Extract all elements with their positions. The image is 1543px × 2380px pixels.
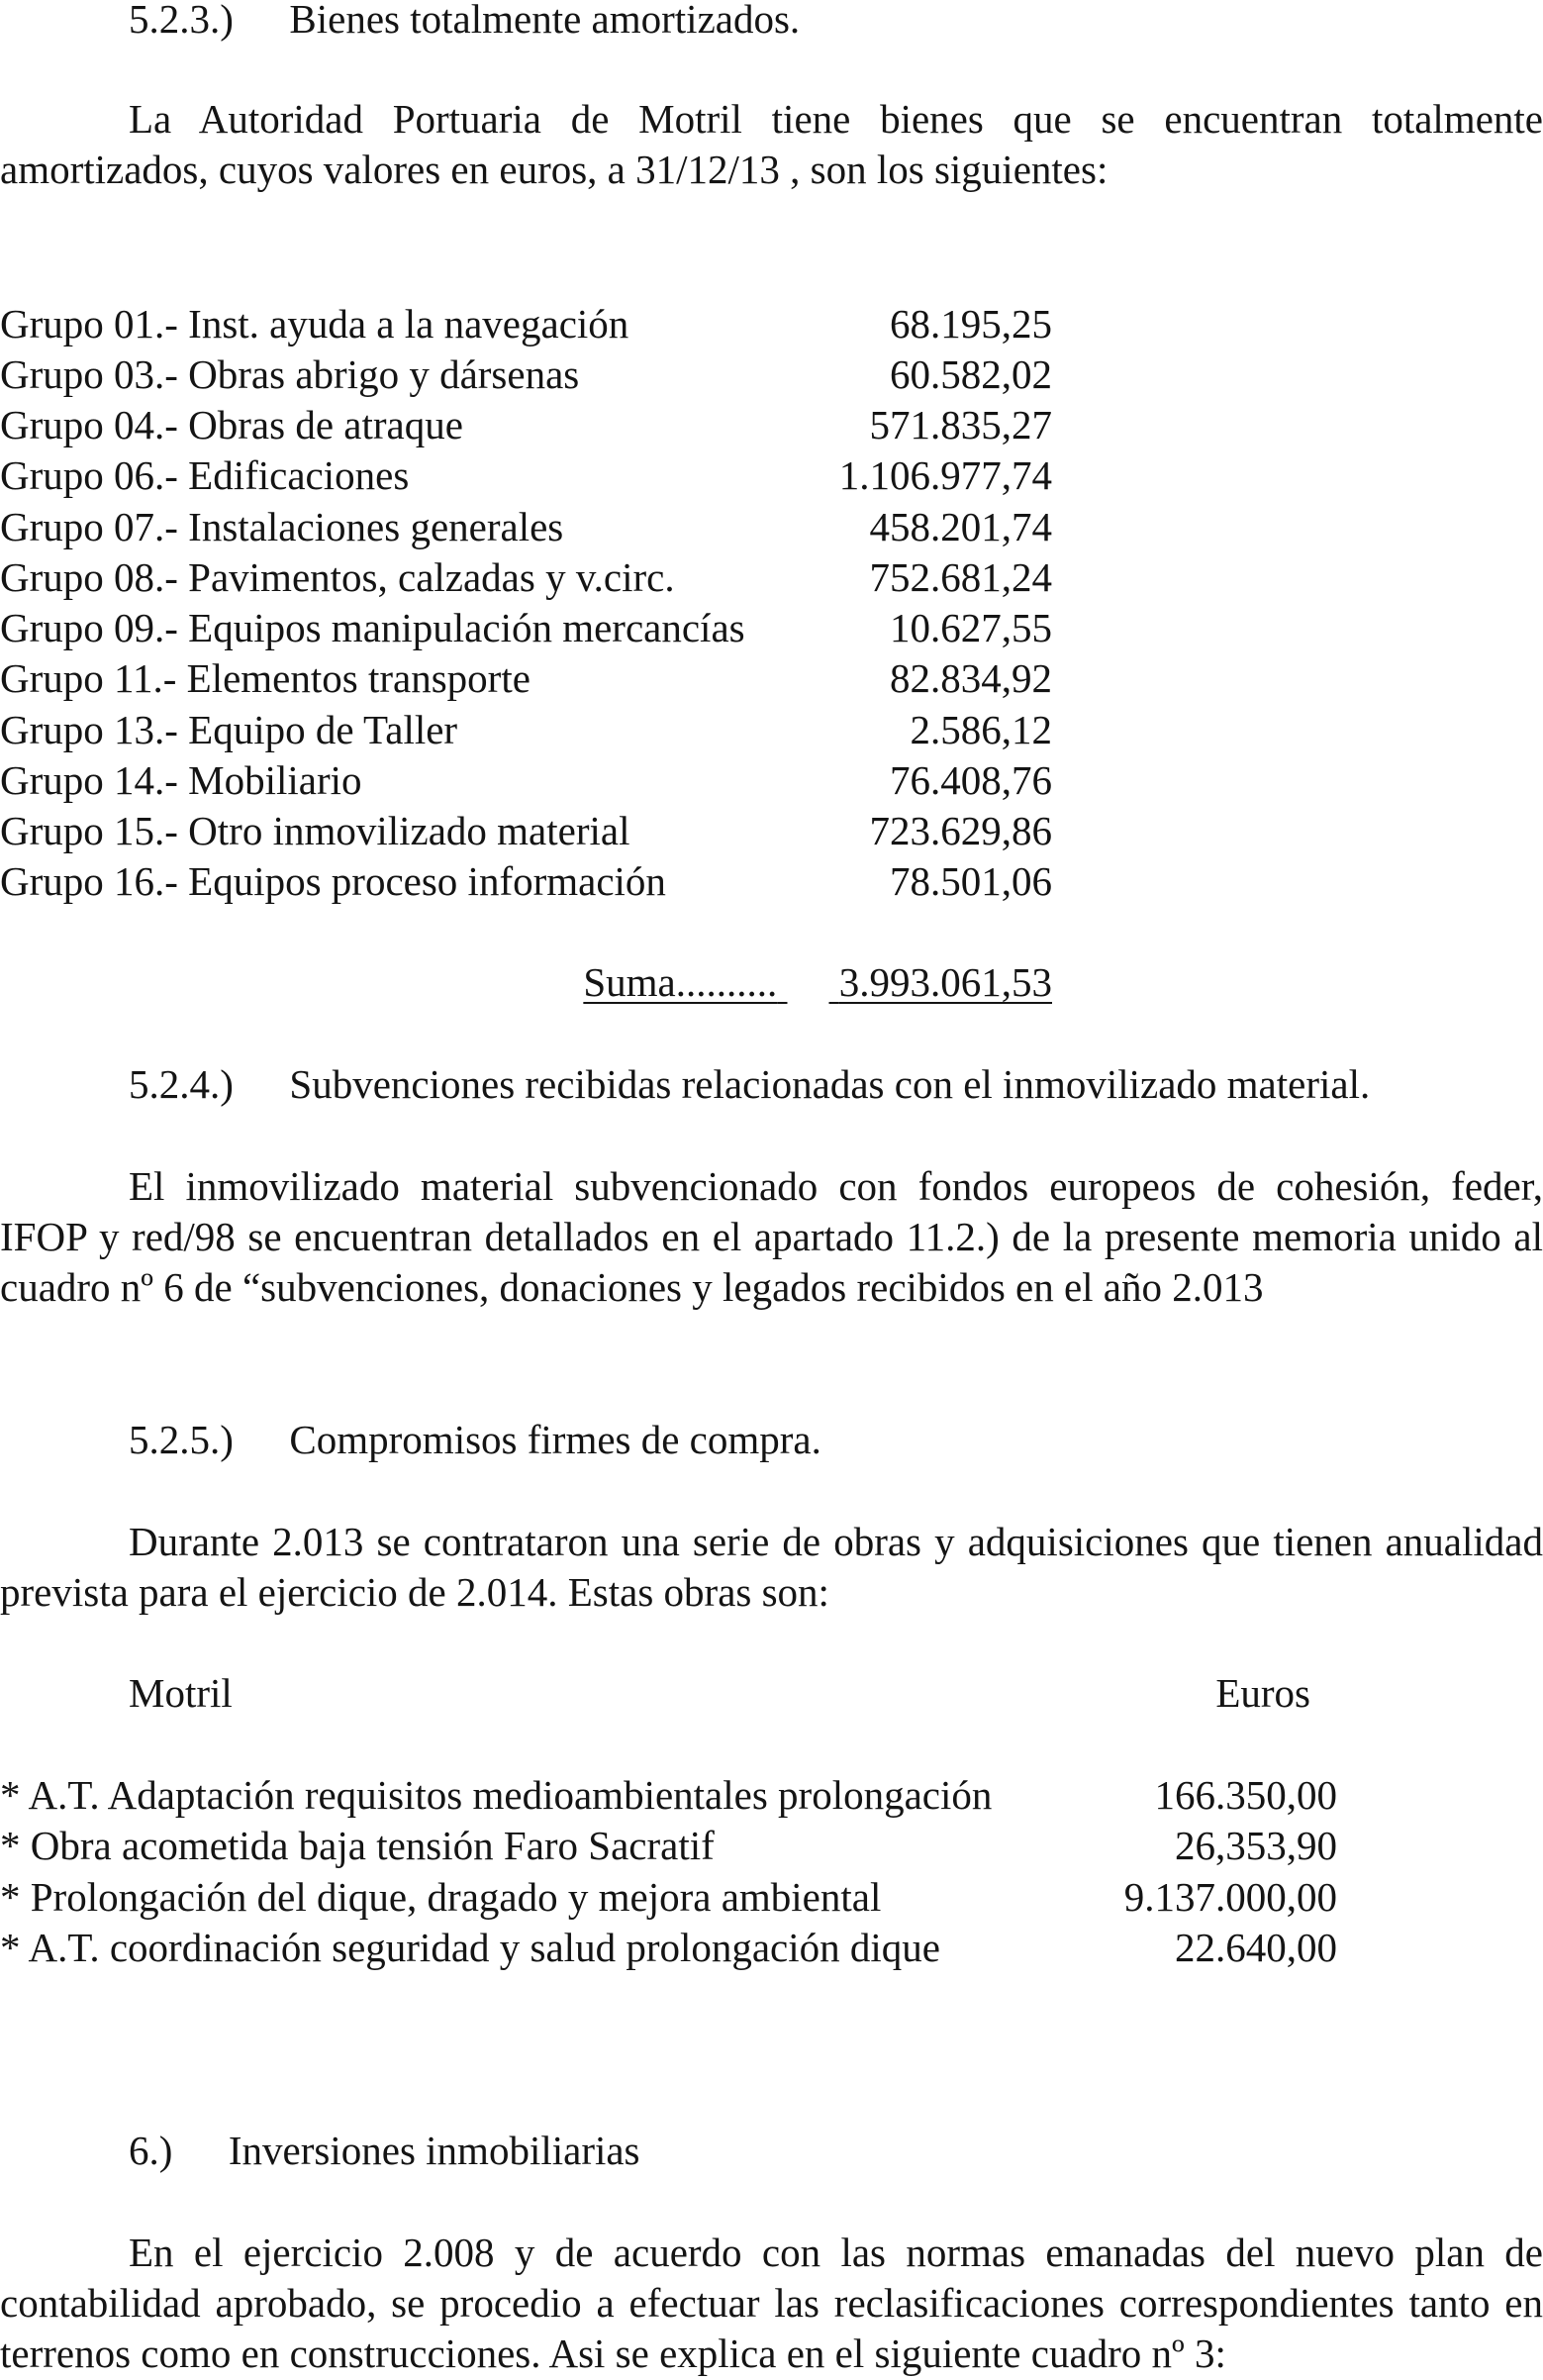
paragraph-real-estate: En el ejercicio 2.008 y de acuerdo con las normas emanadas del nuevo plan de contabilidad aprobado, se procedio a efectuar las reclasificaciones correspondientes tanto en terrenos como en construcciones. Asi se explica en el siguiente cuadro nº 3:	[0, 2230, 1543, 2376]
section-heading-5-2-5	[129, 1415, 821, 1465]
group-value: 76.408,76	[890, 757, 1052, 803]
group-value: 60.582,02	[890, 351, 1052, 397]
group-value: 78.501,06	[890, 858, 1052, 904]
group-label: Grupo 06.- Edificaciones	[0, 452, 410, 498]
section-title: Compromisos firmes de compra.	[289, 1417, 821, 1462]
section-number: 5.2.3.)	[129, 0, 234, 42]
work-value: 9.137.000,00	[1123, 1874, 1337, 1920]
paragraph-subsidies: El inmovilizado material subvencionado con fondos europeos de cohesión, feder, IFOP y red/98 se encuentran detallados en el apartado 11.2.) de la presente memoria unido al cuadro nº 6 de “subvenciones, donaciones y legados recibidos en el año 2.013	[0, 1163, 1543, 1310]
sum-value: 3.993.061,53	[838, 959, 1052, 1005]
section-number: 5.2.4.)	[129, 1061, 234, 1107]
group-label: Grupo 01.- Inst. ayuda a la navegación	[0, 301, 629, 347]
section-number: 6.)	[129, 2128, 173, 2173]
work-value: 22.640,00	[1175, 1925, 1337, 1970]
section-heading-5-2-3	[129, 0, 800, 45]
group-label: Grupo 11.- Elementos transporte	[0, 655, 530, 701]
group-value: 68.195,25	[890, 301, 1052, 347]
works-header-currency: Euros	[1215, 1670, 1310, 1716]
group-label: Grupo 15.- Otro inmovilizado material	[0, 808, 630, 853]
group-value: 723.629,86	[869, 808, 1052, 853]
paragraph-amortized: La Autoridad Portuaria de Motril tiene bienes que se encuentran totalmente amortizados, cuyos valores en euros, a 31/12/13 , son los siguientes:	[0, 96, 1543, 192]
work-label: * A.T. Adaptación requisitos medioambientales prolongación	[0, 1772, 993, 1818]
section-title: Bienes totalmente amortizados.	[289, 0, 801, 42]
group-label: Grupo 16.- Equipos proceso información	[0, 858, 666, 904]
group-label: Grupo 09.- Equipos manipulación mercancías	[0, 605, 745, 650]
group-value: 571.835,27	[869, 402, 1052, 447]
sum-row	[583, 957, 1052, 1008]
work-label: * A.T. coordinación seguridad y salud prolongación dique	[0, 1925, 940, 1970]
section-title: Subvenciones recibidas relacionadas con el inmovilizado material.	[289, 1061, 1371, 1107]
section-heading-6	[129, 2126, 640, 2176]
group-value: 82.834,92	[890, 655, 1052, 701]
group-label: Grupo 13.- Equipo de Taller	[0, 707, 458, 752]
group-label: Grupo 07.- Instalaciones generales	[0, 504, 564, 549]
group-label: Grupo 08.- Pavimentos, calzadas y v.circ.	[0, 554, 675, 600]
paragraph-commitments: Durante 2.013 se contrataron una serie de obras y adquisiciones que tienen anualidad prevista para el ejercicio de 2.014. Estas obras son:	[0, 1519, 1543, 1615]
sum-label: Suma..........	[583, 959, 778, 1005]
group-label: Grupo 03.- Obras abrigo y dársenas	[0, 351, 580, 397]
work-label: * Prolongación del dique, dragado y mejora ambiental	[0, 1874, 882, 1920]
group-label: Grupo 04.- Obras de atraque	[0, 402, 463, 447]
group-label: Grupo 14.- Mobiliario	[0, 757, 362, 803]
group-value: 10.627,55	[890, 605, 1052, 650]
group-value: 1.106.977,74	[838, 452, 1052, 498]
group-value: 458.201,74	[869, 504, 1052, 549]
group-value: 752.681,24	[869, 554, 1052, 600]
work-value: 26,353,90	[1175, 1823, 1337, 1868]
works-header-place: Motril	[129, 1670, 233, 1716]
work-label: * Obra acometida baja tensión Faro Sacratif	[0, 1823, 715, 1868]
section-heading-5-2-4	[129, 1059, 1370, 1110]
section-number: 5.2.5.)	[129, 1417, 234, 1462]
group-value: 2.586,12	[910, 707, 1052, 752]
section-title: Inversiones inmobiliarias	[228, 2128, 640, 2173]
work-value: 166.350,00	[1154, 1772, 1337, 1818]
